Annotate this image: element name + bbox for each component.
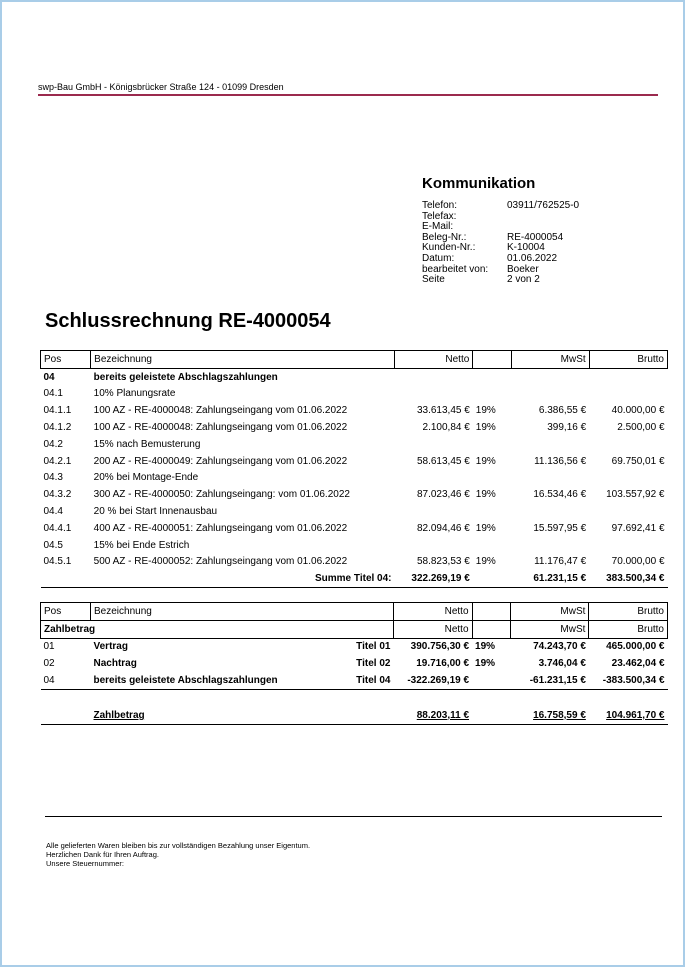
cell-pos: 04.2 [43, 438, 63, 450]
cell-netto [395, 503, 473, 520]
header-mwst: MwSt [511, 351, 589, 369]
subheader-netto: Netto [393, 620, 472, 638]
sum-label: Summe Titel 04: [91, 570, 395, 587]
header-pos: Pos [41, 603, 91, 621]
table-header-row [41, 603, 668, 621]
cell-pos: 04.5.1 [43, 556, 72, 568]
header-brutto: Brutto [589, 351, 667, 369]
total-mwst: 16.758,59 € [533, 709, 586, 721]
cell-bezeichnung: 20 % bei Start Innenausbau [93, 506, 218, 518]
subheader-pct-empty [472, 620, 511, 638]
table-row [41, 503, 668, 520]
footer-line-steuernummer: Unsere Steuernummer: [46, 858, 124, 868]
cell-pct [473, 470, 511, 487]
footer-notes [46, 842, 310, 868]
cell-pos: 04.2.1 [43, 455, 72, 467]
cell-brutto [589, 470, 667, 487]
cell-netto [395, 470, 473, 487]
cell-titel: Titel 04 [356, 675, 391, 687]
sum-brutto: 383.500,34 € [589, 570, 667, 587]
cell-bezeichnung: 20% bei Montage-Ende [93, 472, 199, 484]
cell-mwst: 11.136,56 € [534, 455, 587, 467]
cell-mwst: 399,16 € [547, 422, 587, 434]
total-label: Zahlbetrag [93, 709, 145, 721]
cell-pos: 04.1.2 [43, 422, 72, 434]
kom-value: RE-4000054 [507, 231, 564, 243]
bez-wrapper [94, 641, 391, 652]
cell-netto: 87.023,46 € [416, 489, 470, 501]
cell-pos: 04.4 [43, 506, 63, 518]
kom-value: 01.06.2022 [507, 252, 558, 264]
header-netto: Netto [393, 603, 472, 621]
cell-netto: 2.100,84 € [422, 422, 470, 434]
cell-netto: 19.716,00 € [416, 658, 470, 670]
cell-pos: 04.1.1 [43, 405, 72, 417]
kommunikation-title: Kommunikation [422, 175, 536, 192]
kommunikation-block [422, 201, 642, 286]
kom-label: bearbeitet von: [422, 263, 489, 275]
cell-bezeichnung: 200 AZ - RE-4000049: Zahlungseingang vom 01.06.2022 [93, 455, 348, 467]
header-netto: Netto [395, 351, 473, 369]
cell-pct: 19% [475, 455, 496, 467]
footer-divider [45, 816, 662, 817]
cell-pos: 04 [43, 675, 55, 687]
bez-wrapper [94, 675, 391, 686]
header-brutto: Brutto [589, 603, 668, 621]
cell-brutto [589, 537, 667, 554]
cell-pct [473, 537, 511, 554]
subheader-label: Zahlbetrag [41, 620, 394, 638]
cell-empty [41, 570, 91, 587]
total-brutto: 104.961,70 € [606, 709, 665, 721]
cell-netto: -322.269,19 € [407, 675, 470, 687]
cell-brutto: 40.000,00 € [611, 405, 665, 417]
cell-brutto: 2.500,00 € [617, 422, 665, 434]
cell-bez-text: Nachtrag [93, 658, 137, 670]
cell-netto [395, 537, 473, 554]
table-row [41, 486, 668, 503]
cell-pct [472, 672, 511, 689]
cell-pct: 19% [475, 405, 496, 417]
cell-netto: 58.823,53 € [416, 556, 470, 568]
kom-value [507, 212, 642, 223]
kom-label: E-Mail: [422, 221, 454, 233]
sum-netto: 322.269,19 € [395, 570, 473, 587]
header-pos: Pos [41, 351, 91, 369]
cell-brutto [589, 386, 667, 403]
cell-bezeichnung: 15% bei Ende Estrich [93, 539, 190, 551]
cell-pos: 04.4.1 [43, 522, 72, 534]
cell-mwst: 6.386,55 € [538, 405, 587, 417]
kom-label: Seite [422, 274, 445, 286]
positions-table [40, 350, 668, 588]
kom-row-telefax [422, 212, 642, 223]
sum-titel-row [41, 570, 668, 587]
kom-value: Boeker [507, 263, 539, 275]
cell-netto: 82.094,46 € [416, 522, 470, 534]
cell-brutto: 23.462,04 € [611, 658, 665, 670]
cell-pos: 04.3 [43, 472, 63, 484]
cell-bezeichnung: bereits geleistete Abschlagszahlungen [93, 371, 278, 383]
zahlbetrag-total-row [41, 707, 668, 724]
cell-titel: Titel 01 [356, 641, 391, 653]
kom-label: Kunden-Nr.: [422, 242, 476, 254]
cell-empty [41, 707, 91, 724]
cell-bezeichnung [91, 655, 394, 672]
cell-mwst [511, 470, 589, 487]
cell-brutto: 465.000,00 € [606, 641, 665, 653]
kom-value: 2 von 2 [507, 274, 540, 286]
cell-netto: 58.613,45 € [416, 455, 470, 467]
kom-row-telefon [422, 201, 642, 212]
separator-line [41, 689, 668, 706]
subheader-brutto: Brutto [589, 620, 668, 638]
cell-brutto [589, 368, 667, 385]
cell-bezeichnung: 100 AZ - RE-4000048: Zahlungseingang vom 01.06.2022 [93, 422, 348, 434]
header-bezeichnung: Bezeichnung [91, 351, 395, 369]
bez-wrapper [94, 658, 391, 669]
separator-row [41, 689, 668, 706]
cell-brutto: 97.692,41 € [611, 522, 665, 534]
cell-mwst: 15.597,95 € [533, 522, 587, 534]
total-brutto-cell [589, 707, 668, 724]
kom-value: 03911/762525-0 [507, 200, 580, 211]
table-row [41, 655, 668, 672]
table-row [41, 419, 668, 436]
cell-mwst [511, 503, 589, 520]
total-label-cell [91, 707, 394, 724]
cell-pct [473, 436, 511, 453]
header-bezeichnung: Bezeichnung [91, 603, 394, 621]
document-title: Schlussrechnung RE-4000054 [45, 310, 331, 332]
cell-netto: 33.613,45 € [416, 405, 470, 417]
cell-brutto: 103.557,92 € [606, 489, 665, 501]
zahlbetrag-table [40, 602, 668, 725]
table-row [41, 386, 668, 403]
sum-mwst: 61.231,15 € [511, 570, 589, 587]
cell-brutto [589, 436, 667, 453]
kom-label: Telefax: [422, 210, 457, 222]
cell-bezeichnung: 15% nach Bemusterung [93, 438, 201, 450]
table-row [41, 638, 668, 655]
cell-mwst: 11.176,47 € [534, 556, 587, 568]
table-row [41, 470, 668, 487]
kom-value: K-10004 [507, 242, 545, 254]
cell-brutto [589, 503, 667, 520]
header-mwst: MwSt [511, 603, 589, 621]
cell-brutto: 70.000,00 € [611, 556, 665, 568]
table-row [41, 537, 668, 554]
kom-label: Telefon: [422, 200, 458, 211]
cell-empty [473, 570, 511, 587]
cell-bez-text: Vertrag [93, 641, 128, 653]
kom-label: Datum: [422, 252, 455, 264]
cell-netto [395, 368, 473, 385]
cell-pos: 02 [43, 658, 55, 670]
cell-bezeichnung: 400 AZ - RE-4000051: Zahlungseingang vom 01.06.2022 [93, 522, 348, 534]
cell-empty [472, 707, 511, 724]
total-netto-cell [393, 707, 472, 724]
cell-bezeichnung [91, 638, 394, 655]
cell-bezeichnung: 300 AZ - RE-4000050: Zahlungseingang: vom 01.06.2022 [93, 489, 350, 501]
cell-mwst: -61.231,15 € [529, 675, 586, 687]
table-row [41, 402, 668, 419]
cell-bezeichnung: 100 AZ - RE-4000048: Zahlungseingang vom 01.06.2022 [93, 405, 348, 417]
kom-row-seite [422, 275, 642, 286]
cell-pct: 19% [475, 522, 496, 534]
cell-pct: 19% [475, 489, 496, 501]
table-row [41, 453, 668, 470]
cell-bezeichnung: 500 AZ - RE-4000052: Zahlungseingang vom 01.06.2022 [93, 556, 348, 568]
cell-pct [473, 368, 511, 385]
cell-mwst: 3.746,04 € [538, 658, 586, 670]
kom-label: Beleg-Nr.: [422, 231, 467, 243]
table-row [41, 672, 668, 689]
cell-mwst: 16.534,46 € [533, 489, 587, 501]
footer-line-eigentum: Alle gelieferten Waren bleiben bis zur vollständigen Bezahlung unser Eigentum. [46, 841, 311, 850]
cell-titel: Titel 02 [356, 658, 391, 670]
cell-pct: 19% [475, 556, 496, 568]
table-row [41, 436, 668, 453]
cell-brutto: -383.500,34 € [602, 675, 665, 687]
table-row [41, 554, 668, 571]
cell-bez-text: bereits geleistete Abschlagszahlungen [93, 675, 278, 687]
table-row [41, 520, 668, 537]
cell-pos: 04 [43, 371, 55, 383]
cell-netto [395, 386, 473, 403]
header-pct-empty [472, 603, 511, 621]
total-mwst-cell [511, 707, 589, 724]
cell-mwst [511, 537, 589, 554]
cell-bezeichnung: 10% Planungsrate [93, 388, 176, 400]
cell-pct [473, 386, 511, 403]
cell-bezeichnung [91, 672, 394, 689]
cell-pos: 04.3.2 [43, 489, 72, 501]
cell-pct [473, 503, 511, 520]
cell-netto: 390.756,30 € [410, 641, 470, 653]
cell-netto [395, 436, 473, 453]
cell-pct: 19% [475, 641, 496, 653]
table-header-row [41, 351, 668, 369]
cell-pos: 04.1 [43, 388, 63, 400]
kom-row-datum [422, 254, 642, 265]
footer-line-dank: Herzlichen Dank für Ihren Auftrag. [46, 849, 159, 859]
subheader-mwst: MwSt [511, 620, 589, 638]
sender-address-line: swp-Bau GmbH - Königsbrücker Straße 124 - 01099 Dresden [38, 82, 658, 96]
cell-mwst [511, 386, 589, 403]
cell-mwst: 74.243,70 € [533, 641, 586, 653]
zahlbetrag-subheader-row [41, 620, 668, 638]
cell-brutto: 69.750,01 € [611, 455, 665, 467]
cell-pos: 01 [43, 641, 55, 653]
cell-pct: 19% [475, 422, 496, 434]
cell-pct: 19% [475, 658, 496, 670]
cell-mwst [511, 368, 589, 385]
cell-pos: 04.5 [43, 539, 63, 551]
header-pct-empty [473, 351, 511, 369]
total-netto: 88.203,11 € [416, 709, 470, 721]
cell-mwst [511, 436, 589, 453]
table-row [41, 368, 668, 385]
